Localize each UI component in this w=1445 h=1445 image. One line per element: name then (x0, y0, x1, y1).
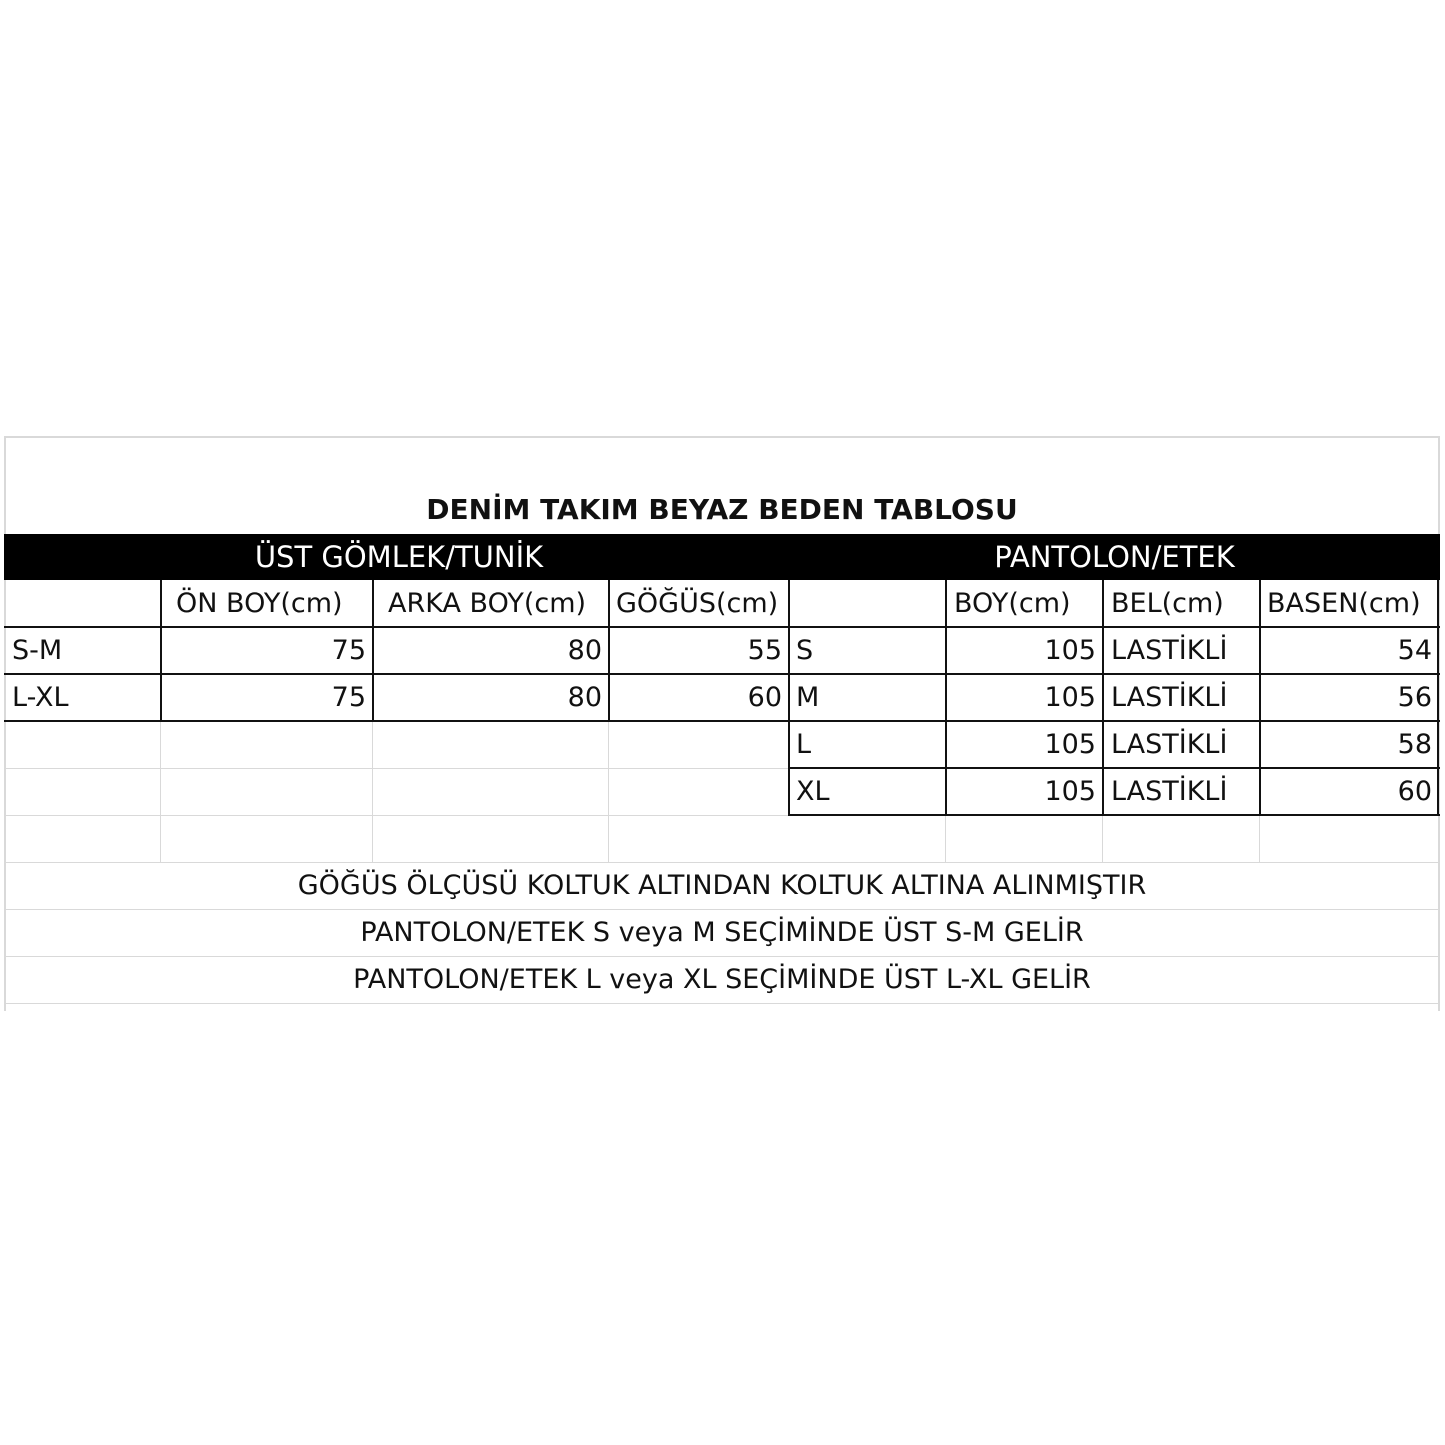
bottom-row-bel: LASTİKLİ (1111, 776, 1228, 807)
bottom-row-size: XL (796, 776, 830, 807)
note-s-m-selection: PANTOLON/ETEK S veya M SEÇİMİNDE ÜST S-M GELİR (360, 917, 1084, 948)
grid-row (4, 1003, 1440, 1004)
bottom-row-size: L (796, 729, 812, 760)
top-row-size: S-M (12, 635, 63, 666)
bottom-row-size: S (796, 635, 814, 666)
bottom-row-size: M (796, 682, 820, 713)
top-row-on-boy: 75 (331, 635, 366, 666)
bottom-row-basen: 54 (1397, 635, 1432, 666)
top-row-gogus: 55 (747, 635, 782, 666)
col-header-arka-boy: ARKA BOY(cm) (388, 588, 587, 619)
bottom-row-basen: 56 (1397, 682, 1432, 713)
bottom-row-bel: LASTİKLİ (1111, 729, 1228, 760)
top-row-gogus: 60 (747, 682, 782, 713)
border-right (1437, 580, 1439, 816)
note-chest-measurement: GÖĞÜS ÖLÇÜSÜ KOLTUK ALTINDAN KOLTUK ALTINA ALINMIŞTIR (297, 870, 1147, 901)
bottom-row-boy: 105 (1044, 682, 1096, 713)
size-chart-sheet (4, 436, 1440, 1011)
grid-col (608, 721, 609, 862)
border-col (788, 580, 790, 816)
grid-col (372, 721, 373, 862)
col-header-on-boy: ÖN BOY(cm) (176, 588, 343, 619)
col-header-basen: BASEN(cm) (1267, 588, 1421, 619)
top-row-size: L-XL (12, 682, 69, 713)
top-row-arka-boy: 80 (567, 635, 602, 666)
note-l-xl-selection: PANTOLON/ETEK L veya XL SEÇİMİNDE ÜST L-XL GELİR (353, 964, 1091, 995)
grid-col (1259, 815, 1260, 862)
col-header-boy: BOY(cm) (954, 588, 1071, 619)
border-col (1102, 580, 1104, 816)
grid-col (160, 721, 161, 862)
bottom-row-boy: 105 (1044, 729, 1096, 760)
chart-title: DENİM TAKIM BEYAZ BEDEN TABLOSU (426, 493, 1018, 526)
bottom-row-bel: LASTİKLİ (1111, 682, 1228, 713)
top-row-arka-boy: 80 (567, 682, 602, 713)
grid-col (945, 815, 946, 862)
bottom-row-basen: 58 (1397, 729, 1432, 760)
bottom-row-basen: 60 (1397, 776, 1432, 807)
col-header-bel: BEL(cm) (1111, 588, 1224, 619)
bottom-row-bel: LASTİKLİ (1111, 635, 1228, 666)
bottom-row-boy: 105 (1044, 635, 1096, 666)
col-header-gogus: GÖĞÜS(cm) (616, 588, 779, 619)
grid-top (4, 436, 1440, 438)
top-row-on-boy: 75 (331, 682, 366, 713)
grid-col (1102, 815, 1103, 862)
bottom-section-heading: PANTOLON/ETEK (994, 540, 1235, 574)
bottom-row-boy: 105 (1044, 776, 1096, 807)
top-section-heading: ÜST GÖMLEK/TUNİK (254, 540, 544, 574)
